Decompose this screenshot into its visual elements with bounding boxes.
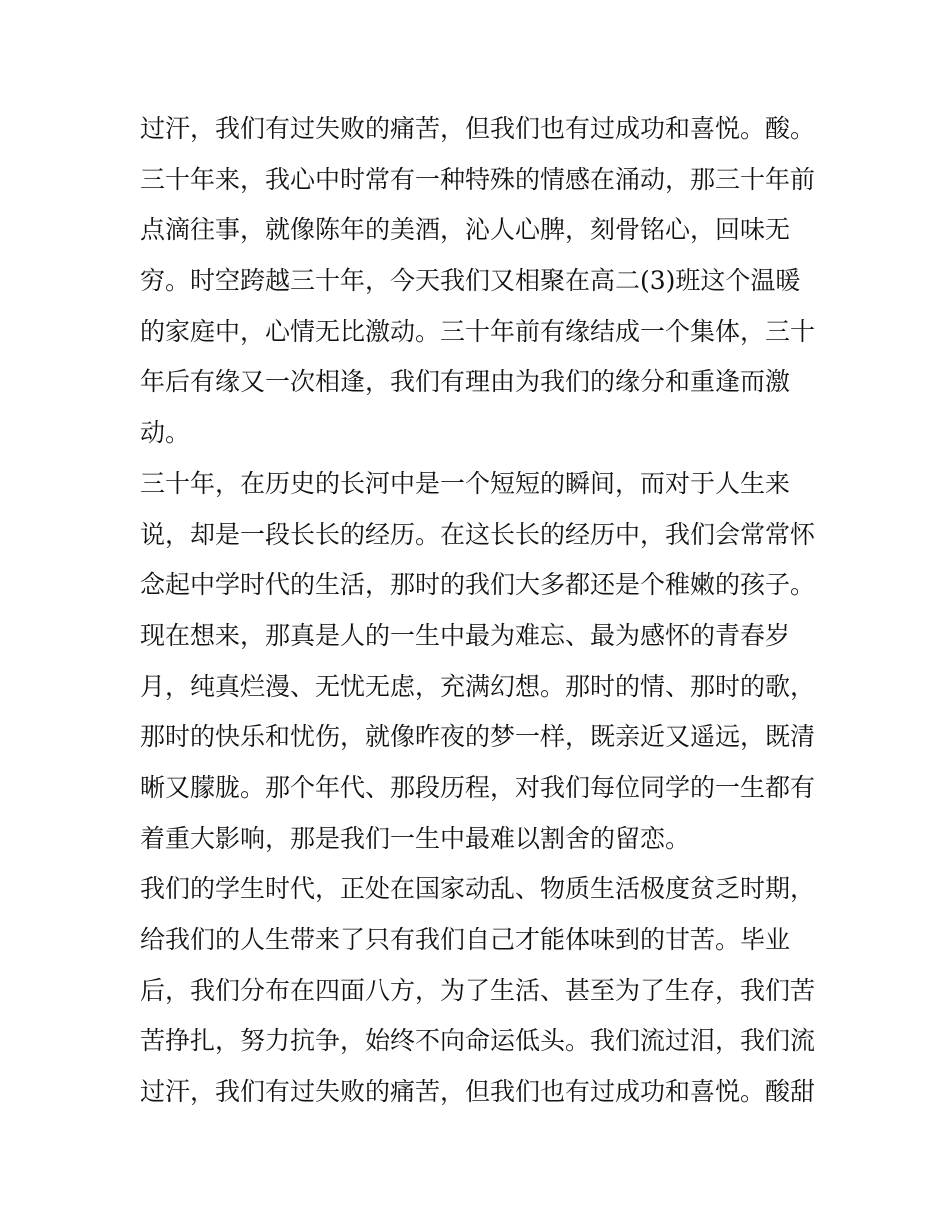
text-line: 现在想来，那真是人的一生中最为难忘、最为感怀的青春岁 [140,620,791,650]
text-line: 过汗，我们有过失败的痛苦，但我们也有过成功和喜悦。酸甜 [140,1077,816,1107]
text-line: 给我们的人生带来了只有我们自己才能体味到的甘苦。毕业 [140,925,791,954]
text-line: 说，却是一段长长的经历。在这长长的经历中，我们会常常怀 [140,519,816,549]
text-line: 念起中学时代的生活，那时的我们大多都还是个稚嫩的孩子。 [140,570,816,600]
text-line: 过汗，我们有过失败的痛苦，但我们也有过成功和喜悦。酸。 [140,114,816,143]
text-line: 月，纯真烂漫、无忧无虑，充满幻想。那时的情、那时的歌， [140,671,816,701]
text-line: 后，我们分布在四面八方，为了生活、甚至为了生存，我们苦 [140,975,816,1005]
text-line: 晰又朦胧。那个年代、那段历程，对我们每位同学的一生都有 [140,772,816,802]
text-line: 年后有缘又一次相逢，我们有理由为我们的缘分和重逢而激 [140,367,791,397]
text-line: 三十年，在历史的长河中是一个短短的瞬间，而对于人生来 [140,468,791,498]
body-text [140,104,820,1118]
text-line: 我们的学生时代，正处在国家动乱、物质生活极度贫乏时期， [140,874,816,904]
text-line: 那时的快乐和忧伤，就像昨夜的梦一样，既亲近又遥远，既清 [140,722,816,752]
text-line: 的家庭中，心情无比激动。三十年前有缘结成一个集体，三十 [140,316,816,346]
text-line: 三十年来，我心中时常有一种特殊的情感在涌动，那三十年前 [140,164,816,194]
text-line: 动。 [140,418,191,448]
text-line: 穷。时空跨越三十年，今天我们又相聚在高二(3)班这个温暖 [140,266,801,296]
text-line: 苦挣扎，努力抗争，始终不向命运低头。我们流过泪，我们流 [140,1026,816,1056]
text-line: 着重大影响，那是我们一生中最难以割舍的留恋。 [140,823,691,853]
text-line: 点滴往事，就像陈年的美酒，沁人心脾，刻骨铭心，回味无 [140,215,791,245]
